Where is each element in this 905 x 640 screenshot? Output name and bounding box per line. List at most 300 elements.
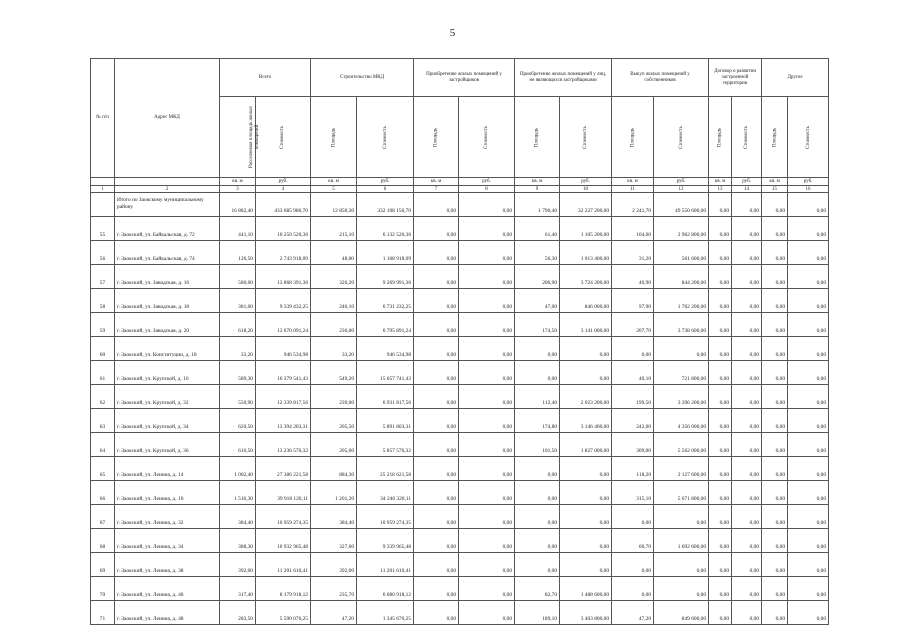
row-value: 0,00 xyxy=(560,337,612,361)
row-value: 2 962 800,00 xyxy=(654,217,709,241)
row-value: 0,00 xyxy=(788,361,829,385)
row-value: 13 670 091,24 xyxy=(256,313,311,337)
row-value: 0,00 xyxy=(515,337,560,361)
row-value: 309,00 xyxy=(612,433,654,457)
row-value: 0,00 xyxy=(788,409,829,433)
row-value: 0,00 xyxy=(732,577,762,601)
row-value: 849 600,00 xyxy=(654,601,709,625)
row-value: 5 562 000,00 xyxy=(654,433,709,457)
row-number: 57 xyxy=(91,265,115,289)
row-value: 34 246 320,11 xyxy=(357,481,414,505)
table-row xyxy=(91,289,829,313)
row-value: 40,10 xyxy=(612,361,654,385)
row-value: 13 868 391,36 xyxy=(256,265,311,289)
row-value: 0,00 xyxy=(762,289,788,313)
unit-empty xyxy=(91,178,115,186)
row-value: 126,50 xyxy=(220,241,256,265)
header-sub-total-area: Расселяемая площадь жилых помещений xyxy=(220,97,256,178)
row-value: 0,00 xyxy=(762,337,788,361)
row-value: 0,00 xyxy=(762,361,788,385)
row-value: 0,00 xyxy=(709,193,732,217)
row-value: 12 850,30 xyxy=(311,193,357,217)
row-value: 433 685 986,70 xyxy=(256,193,311,217)
row-value: 0,00 xyxy=(732,385,762,409)
row-value: 13 394 203,31 xyxy=(256,409,311,433)
row-value: 11 201 610,41 xyxy=(357,553,414,577)
row-address: г. Заокский, ул. Крупской, д. 16 xyxy=(115,361,220,385)
row-value: 25 218 621,58 xyxy=(357,457,414,481)
table-row xyxy=(91,433,829,457)
row-address: г. Заокский, ул. Байкальская, д. 72 xyxy=(115,217,220,241)
row-value: 384,40 xyxy=(311,505,357,529)
row-number: 59 xyxy=(91,313,115,337)
row-value: 0,00 xyxy=(709,313,732,337)
row-value: 618,20 xyxy=(220,313,256,337)
header-group-construction: Строительство МКД xyxy=(311,59,414,97)
row-value: 31,20 xyxy=(612,241,654,265)
row-value: 0,00 xyxy=(560,553,612,577)
row-value: 0,00 xyxy=(459,481,515,505)
row-value: 0,00 xyxy=(762,193,788,217)
row-value: 101,50 xyxy=(515,433,560,457)
column-number: 9 xyxy=(515,186,560,193)
row-value: 0,00 xyxy=(709,457,732,481)
row-value: 0,00 xyxy=(732,361,762,385)
row-number: 58 xyxy=(91,289,115,313)
row-value: 5 671 800,00 xyxy=(654,481,709,505)
row-value: 0,00 xyxy=(732,193,762,217)
row-value: 47,00 xyxy=(515,289,560,313)
row-value: 0,00 xyxy=(709,601,732,625)
row-value: 3 724 200,00 xyxy=(560,265,612,289)
row-value: 0,00 xyxy=(459,385,515,409)
row-value: 15 657 741,43 xyxy=(357,361,414,385)
header-sub-area: Площадь xyxy=(709,97,732,178)
row-value: 0,00 xyxy=(560,505,612,529)
row-value: 0,00 xyxy=(788,265,829,289)
header-sub-area: Площадь xyxy=(414,97,459,178)
row-value: 6 680 918,12 xyxy=(357,577,414,601)
row-value: 1 790,40 xyxy=(515,193,560,217)
row-address: г. Заокский, ул. Конституции, д. 18 xyxy=(115,337,220,361)
row-value: 392,00 xyxy=(220,553,256,577)
row-value: 0,00 xyxy=(788,385,829,409)
row-address: г. Заокский, ул. Крупской, д. 34 xyxy=(115,409,220,433)
row-value: 2 127 600,00 xyxy=(654,457,709,481)
header-sub-cost: Стоимость xyxy=(357,97,414,178)
row-address: г. Заокский, ул. Байкальская, д. 74 xyxy=(115,241,220,265)
row-value: 0,00 xyxy=(459,289,515,313)
row-value: 0,00 xyxy=(788,529,829,553)
row-value: 0,00 xyxy=(459,601,515,625)
table-row xyxy=(91,217,829,241)
table-body xyxy=(91,193,829,625)
row-value: 2 023 200,00 xyxy=(560,385,612,409)
row-value: 0,00 xyxy=(788,289,829,313)
row-value: 0,00 xyxy=(788,313,829,337)
table-row xyxy=(91,361,829,385)
table-row xyxy=(91,601,829,625)
row-value: 0,00 xyxy=(788,577,829,601)
header-sub-cost: Стоимость xyxy=(732,97,762,178)
row-value: 0,00 xyxy=(560,529,612,553)
row-value: 388,30 xyxy=(220,529,256,553)
column-number: 12 xyxy=(654,186,709,193)
row-number: 60 xyxy=(91,337,115,361)
row-address: г. Заокский, ул. Ленина, д. 48 xyxy=(115,601,220,625)
unit-area: кв. м xyxy=(311,178,357,186)
row-value: 2 743 918,09 xyxy=(256,241,311,265)
column-number: 15 xyxy=(762,186,788,193)
row-value: 1 827 000,00 xyxy=(560,433,612,457)
row-value: 0,00 xyxy=(709,433,732,457)
row-value: 0,00 xyxy=(560,361,612,385)
row-value: 283,50 xyxy=(220,601,256,625)
row-value: 236,00 xyxy=(311,313,357,337)
row-value: 0,00 xyxy=(762,409,788,433)
row-value: 8 179 918,12 xyxy=(256,577,311,601)
row-address: г. Заокский, ул. Ленина, д. 16 xyxy=(115,481,220,505)
row-value: 721 800,00 xyxy=(654,361,709,385)
unit-cost: руб. xyxy=(256,178,311,186)
row-value: 239,00 xyxy=(311,385,357,409)
column-number: 2 xyxy=(115,186,220,193)
header-sub-area: Площадь xyxy=(515,97,560,178)
row-value: 0,00 xyxy=(414,361,459,385)
table-row xyxy=(91,505,829,529)
row-value: 242,00 xyxy=(612,409,654,433)
header-sub-area: Площадь xyxy=(311,97,357,178)
table-row xyxy=(91,385,829,409)
row-value: 0,00 xyxy=(709,289,732,313)
column-number: 5 xyxy=(311,186,357,193)
header-sub-cost: Стоимость xyxy=(788,97,829,178)
row-value: 9 339 965,48 xyxy=(357,529,414,553)
column-number: 8 xyxy=(459,186,515,193)
row-value: 3 146 400,00 xyxy=(560,409,612,433)
row-address: г. Заокский, ул. Крупской, д. 32 xyxy=(115,385,220,409)
row-value: 0,00 xyxy=(515,529,560,553)
header-address: Адрес МКД xyxy=(115,59,220,178)
header-sub-area: Площадь xyxy=(762,97,788,178)
row-value: 49 550 600,00 xyxy=(654,193,709,217)
row-value: 47,20 xyxy=(612,601,654,625)
row-value: 550,90 xyxy=(220,385,256,409)
row-value: 10 959 274,35 xyxy=(256,505,311,529)
row-value: 0,00 xyxy=(788,217,829,241)
row-value: 0,00 xyxy=(732,289,762,313)
row-value: 884,30 xyxy=(311,457,357,481)
row-number: 56 xyxy=(91,241,115,265)
unit-area: кв. м xyxy=(220,178,256,186)
row-value: 844 200,00 xyxy=(654,265,709,289)
row-value: 0,00 xyxy=(654,577,709,601)
header-group-total: Всего xyxy=(220,59,311,97)
row-value: 0,00 xyxy=(654,505,709,529)
row-number: 68 xyxy=(91,529,115,553)
row-value: 0,00 xyxy=(612,553,654,577)
row-value: 189,10 xyxy=(515,601,560,625)
row-value: 0,00 xyxy=(762,313,788,337)
row-value: 118,20 xyxy=(612,457,654,481)
row-number: 69 xyxy=(91,553,115,577)
row-value: 0,00 xyxy=(515,505,560,529)
row-value: 246,10 xyxy=(311,289,357,313)
row-value: 0,00 xyxy=(709,409,732,433)
row-value: 0,00 xyxy=(709,217,732,241)
row-number: 64 xyxy=(91,433,115,457)
row-address: г. Заокский, ул. Ленина, д. 34 xyxy=(115,529,220,553)
row-value: 6 132 520,36 xyxy=(357,217,414,241)
row-value: 0,00 xyxy=(788,337,829,361)
row-value: 315,10 xyxy=(612,481,654,505)
row-value: 0,00 xyxy=(560,481,612,505)
row-value: 0,00 xyxy=(414,529,459,553)
row-value: 0,00 xyxy=(709,337,732,361)
row-value: 48,00 xyxy=(311,241,357,265)
row-value: 1 345 676,25 xyxy=(357,601,414,625)
row-value: 60,70 xyxy=(612,529,654,553)
header-sub-cost: Стоимость xyxy=(256,97,311,178)
row-value: 846 000,00 xyxy=(560,289,612,313)
row-value: 0,00 xyxy=(414,409,459,433)
row-value: 0,00 xyxy=(709,553,732,577)
row-value: 6 931 817,56 xyxy=(357,385,414,409)
header-group-buyout: Выкуп жилых помещений у собственников xyxy=(612,59,709,97)
table-row xyxy=(91,457,829,481)
unit-empty xyxy=(115,178,220,186)
column-number: 7 xyxy=(414,186,459,193)
row-value: 946 534,98 xyxy=(357,337,414,361)
header-group-territory: Договор о развитии застроенной территории xyxy=(709,59,762,97)
row-value: 46,90 xyxy=(612,265,654,289)
row-value: 0,00 xyxy=(414,289,459,313)
row-value: 0,00 xyxy=(709,577,732,601)
row-value: 616,50 xyxy=(220,433,256,457)
row-address: г. Заокский, ул. Заводская, д. 18 xyxy=(115,289,220,313)
header-group-developers: Приобретение жилых помещений у застройщиков xyxy=(414,59,515,97)
row-value: 0,00 xyxy=(560,457,612,481)
row-value: 0,00 xyxy=(459,409,515,433)
row-value: 1 762 200,00 xyxy=(654,289,709,313)
row-value: 0,00 xyxy=(762,601,788,625)
row-value: 0,00 xyxy=(732,409,762,433)
row-address: г. Заокский, ул. Заводская, д. 20 xyxy=(115,313,220,337)
row-value: 112,40 xyxy=(515,385,560,409)
row-number: 55 xyxy=(91,217,115,241)
row-value: 61,40 xyxy=(515,217,560,241)
row-value: 0,00 xyxy=(414,505,459,529)
row-value: 0,00 xyxy=(788,193,829,217)
row-value: 1 013 400,00 xyxy=(560,241,612,265)
row-value: 0,00 xyxy=(414,577,459,601)
row-value: 0,00 xyxy=(459,217,515,241)
column-number: 11 xyxy=(612,186,654,193)
unit-area: кв. м xyxy=(612,178,654,186)
row-value: 0,00 xyxy=(762,505,788,529)
row-value: 174,50 xyxy=(515,313,560,337)
row-number: 66 xyxy=(91,481,115,505)
row-value: 56,30 xyxy=(515,241,560,265)
row-value: 0,00 xyxy=(732,265,762,289)
row-value: 10 959 274,35 xyxy=(357,505,414,529)
row-value: 27 386 221,58 xyxy=(256,457,311,481)
row-value: 235,70 xyxy=(311,577,357,601)
row-value: 0,00 xyxy=(414,193,459,217)
header-group-non-developers: Приобретение жилых помещений у лиц, не являющихся застройщиками xyxy=(515,59,612,97)
row-value: 174,80 xyxy=(515,409,560,433)
row-value: 5 857 576,32 xyxy=(357,433,414,457)
row-value: 0,00 xyxy=(459,313,515,337)
row-value: 0,00 xyxy=(654,337,709,361)
row-value: 549,20 xyxy=(311,361,357,385)
row-value: 0,00 xyxy=(459,433,515,457)
row-value: 6 731 232,25 xyxy=(357,289,414,313)
unit-area: кв. м xyxy=(709,178,732,186)
row-value: 1 168 918,09 xyxy=(357,241,414,265)
row-value: 11 201 610,41 xyxy=(256,553,311,577)
row-value: 32 227 200,00 xyxy=(560,193,612,217)
row-number: 71 xyxy=(91,601,115,625)
row-value: 0,00 xyxy=(762,553,788,577)
row-value: 97,90 xyxy=(612,289,654,313)
row-number: 62 xyxy=(91,385,115,409)
row-value: 0,00 xyxy=(414,433,459,457)
row-value: 326,20 xyxy=(311,265,357,289)
header-sub-cost: Стоимость xyxy=(654,97,709,178)
row-value: 9 269 991,36 xyxy=(357,265,414,289)
column-number: 1 xyxy=(91,186,115,193)
row-value: 0,00 xyxy=(732,481,762,505)
row-value: 0,00 xyxy=(414,481,459,505)
row-value: 580,00 xyxy=(220,265,256,289)
row-value: 0,00 xyxy=(414,313,459,337)
unit-cost: руб. xyxy=(357,178,414,186)
row-value: 0,00 xyxy=(612,505,654,529)
row-value: 164,60 xyxy=(612,217,654,241)
row-value: 0,00 xyxy=(732,553,762,577)
row-value: 317,40 xyxy=(220,577,256,601)
row-value: 0,00 xyxy=(762,481,788,505)
row-value: 0,00 xyxy=(709,505,732,529)
row-value: 3 738 600,00 xyxy=(654,313,709,337)
row-value: 2 241,70 xyxy=(612,193,654,217)
row-address: г. Заокский, ул. Ленина, д. 14 xyxy=(115,457,220,481)
row-value: 33,20 xyxy=(311,337,357,361)
unit-cost: руб. xyxy=(732,178,762,186)
row-value: 207,70 xyxy=(612,313,654,337)
header-column-numbers xyxy=(91,186,829,193)
row-value: 3 403 800,00 xyxy=(560,601,612,625)
row-number: 65 xyxy=(91,457,115,481)
row-number: 63 xyxy=(91,409,115,433)
row-value: 0,00 xyxy=(732,433,762,457)
row-value: 215,10 xyxy=(311,217,357,241)
unit-cost: руб. xyxy=(459,178,515,186)
row-value: 0,00 xyxy=(788,553,829,577)
row-value: 0,00 xyxy=(459,241,515,265)
row-value: 332 108 156,70 xyxy=(357,193,414,217)
row-value: 620,50 xyxy=(220,409,256,433)
unit-area: кв. м xyxy=(762,178,788,186)
row-value: 381,00 xyxy=(220,289,256,313)
header-unit-row xyxy=(91,178,829,186)
row-value: 0,00 xyxy=(732,457,762,481)
header-sub-area: Площадь xyxy=(612,97,654,178)
unit-area: кв. м xyxy=(414,178,459,186)
table-row xyxy=(91,409,829,433)
row-value: 1 002,40 xyxy=(220,457,256,481)
row-value: 0,00 xyxy=(762,217,788,241)
row-value: 0,00 xyxy=(709,481,732,505)
row-value: 589,30 xyxy=(220,361,256,385)
row-value: 0,00 xyxy=(762,265,788,289)
row-value: 0,00 xyxy=(732,529,762,553)
row-value: 47,20 xyxy=(311,601,357,625)
row-value: 0,00 xyxy=(414,241,459,265)
row-value: 1 692 600,00 xyxy=(654,529,709,553)
row-value: 0,00 xyxy=(654,553,709,577)
row-value: 6 795 891,24 xyxy=(357,313,414,337)
row-value: 0,00 xyxy=(414,553,459,577)
table-row xyxy=(91,529,829,553)
row-address: Итого по Заокскому муниципальному району xyxy=(115,193,220,217)
header-group-other: Другое xyxy=(762,59,829,97)
row-value: 0,00 xyxy=(459,361,515,385)
row-value: 0,00 xyxy=(459,265,515,289)
unit-cost: руб. xyxy=(654,178,709,186)
row-value: 0,00 xyxy=(709,529,732,553)
row-value: 1 201,20 xyxy=(311,481,357,505)
row-value: 0,00 xyxy=(414,385,459,409)
column-number: 4 xyxy=(256,186,311,193)
row-value: 0,00 xyxy=(414,337,459,361)
row-value: 10 932 965,48 xyxy=(256,529,311,553)
row-value: 0,00 xyxy=(732,601,762,625)
row-address: г. Заокский, ул. Ленина, д. 46 xyxy=(115,577,220,601)
unit-cost: руб. xyxy=(560,178,612,186)
row-value: 0,00 xyxy=(788,433,829,457)
row-value: 1 516,30 xyxy=(220,481,256,505)
row-address: г. Заокский, ул. Заводская, д. 16 xyxy=(115,265,220,289)
row-value: 327,60 xyxy=(311,529,357,553)
row-value: 5 590 076,25 xyxy=(256,601,311,625)
row-value: 392,00 xyxy=(311,553,357,577)
row-value: 0,00 xyxy=(788,481,829,505)
column-number: 3 xyxy=(220,186,256,193)
row-value: 0,00 xyxy=(459,529,515,553)
unit-area: кв. м xyxy=(515,178,560,186)
row-value: 82,70 xyxy=(515,577,560,601)
row-value: 0,00 xyxy=(709,265,732,289)
row-value: 0,00 xyxy=(788,601,829,625)
row-value: 10 250 520,36 xyxy=(256,217,311,241)
header-no: № п/п xyxy=(91,59,115,178)
row-value: 9 339 432,25 xyxy=(256,289,311,313)
row-value: 13 236 576,32 xyxy=(256,433,311,457)
table-row xyxy=(91,481,829,505)
column-number: 10 xyxy=(560,186,612,193)
row-value: 0,00 xyxy=(732,241,762,265)
row-value: 561 600,00 xyxy=(654,241,709,265)
row-value: 0,00 xyxy=(459,337,515,361)
row-number: 70 xyxy=(91,577,115,601)
row-value: 0,00 xyxy=(788,505,829,529)
row-value: 0,00 xyxy=(788,457,829,481)
column-number: 6 xyxy=(357,186,414,193)
row-value: 384,40 xyxy=(220,505,256,529)
row-value: 0,00 xyxy=(459,457,515,481)
